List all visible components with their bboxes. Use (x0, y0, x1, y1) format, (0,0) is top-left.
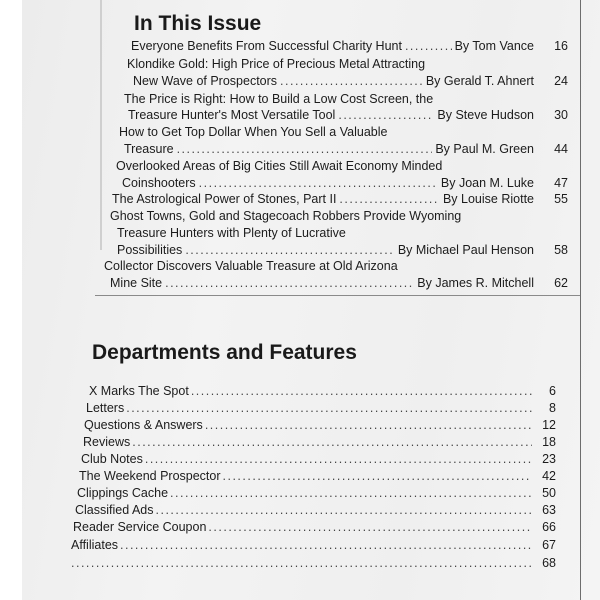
department-entry (84, 417, 556, 433)
article-page: 24 (554, 74, 568, 88)
department-label: Affiliates (71, 538, 119, 552)
article-title-line: Treasure Hunters with Plenty of Lucrative (117, 226, 346, 240)
in-this-issue-heading: In This Issue (134, 12, 262, 35)
article-entry (110, 275, 568, 291)
department-label: Letters (86, 401, 125, 415)
article-entry (119, 124, 568, 140)
article-entry (131, 38, 568, 54)
department-page: 63 (542, 503, 556, 517)
article-page: 44 (554, 142, 568, 156)
section-divider (95, 295, 580, 296)
department-label: Questions & Answers (84, 418, 203, 432)
article-page: 55 (554, 192, 568, 206)
department-page: 66 (542, 520, 556, 534)
department-label: Clippings Cache (77, 486, 169, 500)
department-page: 68 (542, 556, 556, 570)
article-author: By Tom Vance (454, 39, 534, 53)
article-entry (124, 141, 568, 157)
article-title-line: Coinshooters (122, 176, 196, 190)
department-entry (73, 519, 556, 535)
department-entry (86, 400, 556, 416)
department-page: 50 (542, 486, 556, 500)
article-entry (128, 107, 568, 123)
department-label: Club Notes (81, 452, 143, 466)
article-entry (104, 258, 568, 274)
article-entry (110, 208, 568, 224)
article-title-line: Possibilities (117, 243, 183, 257)
article-page: 16 (554, 39, 568, 53)
article-title-line: The Astrological Power of Stones, Part II (112, 192, 337, 206)
article-author: By Steve Hudson (437, 108, 534, 122)
article-title-line: Collector Discovers Valuable Treasure at Old Arizona (104, 259, 398, 273)
article-entry (116, 158, 568, 174)
article-author: By Paul M. Green (435, 142, 534, 156)
department-label: Reader Service Coupon (73, 520, 207, 534)
article-entry (133, 73, 568, 89)
department-entry (71, 537, 556, 553)
department-label: Reviews (83, 435, 131, 449)
department-entry (81, 451, 556, 467)
article-page: 58 (554, 243, 568, 257)
department-entry (83, 434, 556, 450)
department-entry (89, 383, 556, 399)
article-title-line: Treasure (124, 142, 174, 156)
column-rule (580, 0, 581, 600)
article-title-line: Overlooked Areas of Big Cities Still Await Economy Minded (116, 159, 443, 173)
department-page: 12 (542, 418, 556, 432)
article-page: 47 (554, 176, 568, 190)
department-page: 18 (542, 435, 556, 449)
article-title-line: Ghost Towns, Gold and Stagecoach Robbers Provide Wyoming (110, 209, 462, 223)
article-entry (117, 242, 568, 258)
article-entry (122, 175, 568, 191)
article-title-line: How to Get Top Dollar When You Sell a Valuable (119, 125, 388, 139)
article-title-line: The Price is Right: How to Build a Low Cost Screen, the (124, 92, 434, 106)
article-author: By Joan M. Luke (440, 176, 534, 190)
article-title-line: New Wave of Prospectors (133, 74, 278, 88)
department-entry (75, 502, 556, 518)
department-label: Classified Ads (75, 503, 154, 517)
article-title-line: Everyone Benefits From Successful Charity Hunt (131, 39, 402, 53)
department-entry (79, 468, 556, 484)
article-author: By James R. Mitchell (417, 276, 534, 290)
department-page: 42 (542, 469, 556, 483)
article-entry (127, 56, 568, 72)
article-author: By Michael Paul Henson (397, 243, 534, 257)
article-title-line: Mine Site (110, 276, 163, 290)
departments-heading: Departments and Features (92, 341, 357, 364)
article-author: By Gerald T. Ahnert (425, 74, 534, 88)
article-author: By Louise Riotte (442, 192, 534, 206)
article-title-line: Klondike Gold: High Price of Precious Metal Attracting (127, 57, 426, 71)
article-entry (112, 191, 568, 207)
department-label: X Marks The Spot (89, 384, 189, 398)
article-title-line: Treasure Hunter's Most Versatile Tool (128, 108, 336, 122)
department-page: 8 (549, 401, 556, 415)
department-page: 23 (542, 452, 556, 466)
department-page: 67 (542, 538, 556, 552)
department-page: 6 (549, 384, 556, 398)
department-entry (69, 555, 556, 571)
department-entry (77, 485, 556, 501)
article-entry (117, 225, 568, 241)
page-shadow (100, 0, 102, 250)
article-page: 62 (554, 276, 568, 290)
article-page: 30 (554, 108, 568, 122)
department-label: The Weekend Prospector (79, 469, 221, 483)
article-entry (124, 91, 568, 107)
